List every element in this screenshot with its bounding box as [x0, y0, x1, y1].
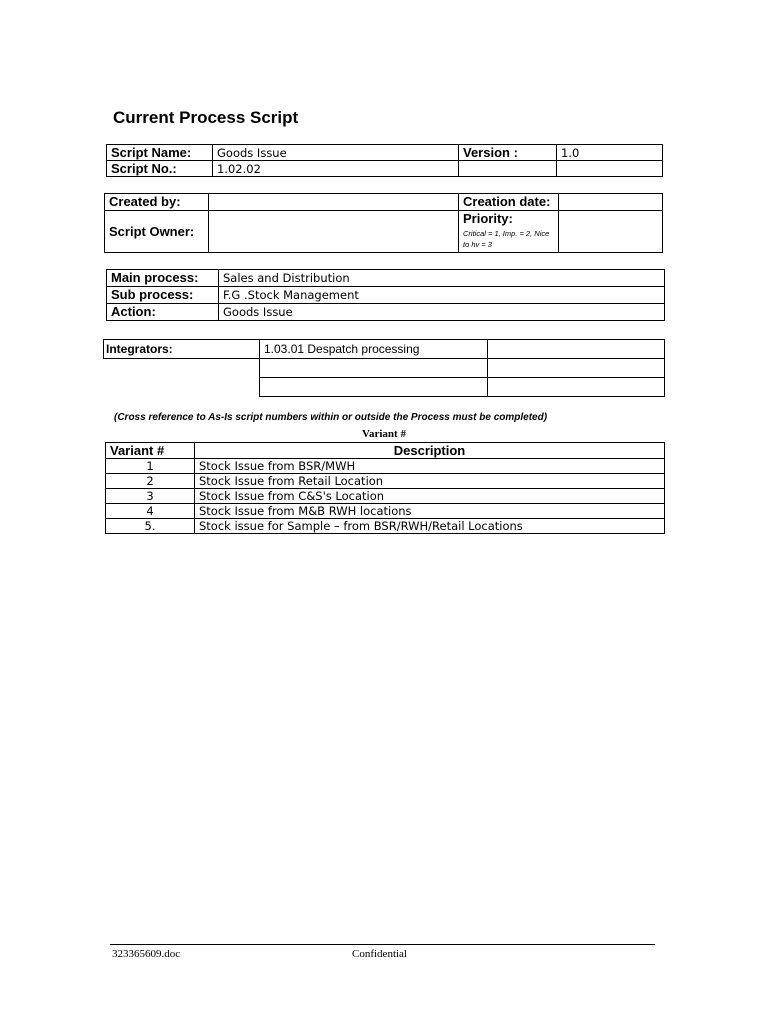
footer-divider — [110, 944, 655, 945]
empty-cell — [260, 378, 488, 397]
table-row — [106, 459, 665, 474]
priority-note: Critical = 1, Imp. = 2, Nice to hv = 3 — [463, 229, 550, 249]
version-label: Version : — [459, 145, 557, 161]
variant-number: 1 — [106, 459, 195, 474]
integrators-value: 1.03.01 Despatch processing — [260, 340, 488, 359]
empty-cell — [488, 340, 665, 359]
variant-description: Stock Issue from C&S's Location — [195, 489, 665, 504]
variant-number: 3 — [106, 489, 195, 504]
version-value: 1.0 — [557, 145, 663, 161]
variant-number: 5. — [106, 519, 195, 534]
creation-date-value — [559, 194, 663, 211]
empty-cell — [104, 378, 260, 397]
variants-table — [105, 442, 665, 534]
page-title: Current Process Script — [113, 108, 299, 127]
footer-filename: 323365609.doc — [112, 948, 181, 960]
empty-cell — [488, 378, 665, 397]
action-label: Action: — [107, 304, 219, 321]
variant-number: 4 — [106, 504, 195, 519]
priority-value — [559, 211, 663, 253]
creation-date-label: Creation date: — [459, 194, 559, 211]
script-owner-value — [209, 211, 459, 253]
variant-heading: Variant # — [362, 428, 406, 440]
priority-cell — [459, 211, 559, 253]
script-info-table — [106, 144, 663, 177]
script-no-label: Script No.: — [107, 161, 213, 177]
priority-label: Priority: — [463, 211, 513, 226]
table-row — [106, 504, 665, 519]
main-process-label: Main process: — [107, 270, 219, 287]
variant-description: Stock Issue from Retail Location — [195, 474, 665, 489]
ownership-table — [104, 193, 663, 253]
process-table — [106, 269, 665, 321]
script-name-value: Goods Issue — [213, 145, 459, 161]
integrators-table — [103, 339, 665, 397]
variant-number: 2 — [106, 474, 195, 489]
main-process-value: Sales and Distribution — [219, 270, 665, 287]
variant-description: Stock issue for Sample – from BSR/RWH/Retail Locations — [195, 519, 665, 534]
empty-cell — [260, 359, 488, 378]
cross-reference-note: (Cross reference to As-Is script numbers within or outside the Process must be completed) — [114, 412, 548, 423]
table-row — [106, 519, 665, 534]
table-row — [106, 474, 665, 489]
created-by-label: Created by: — [105, 194, 209, 211]
action-value: Goods Issue — [219, 304, 665, 321]
variant-description: Stock Issue from M&B RWH locations — [195, 504, 665, 519]
empty-cell — [459, 161, 557, 177]
footer-confidential: Confidential — [352, 948, 407, 960]
sub-process-label: Sub process: — [107, 287, 219, 304]
integrators-label: Integrators: — [104, 340, 260, 359]
script-name-label: Script Name: — [107, 145, 213, 161]
variant-description: Stock Issue from BSR/MWH — [195, 459, 665, 474]
empty-cell — [557, 161, 663, 177]
created-by-value — [209, 194, 459, 211]
empty-cell — [104, 359, 260, 378]
description-column-header: Description — [195, 443, 665, 459]
script-owner-label: Script Owner: — [105, 211, 209, 253]
empty-cell — [488, 359, 665, 378]
variant-column-header: Variant # — [106, 443, 195, 459]
table-row — [106, 489, 665, 504]
script-no-value: 1.02.02 — [213, 161, 459, 177]
sub-process-value: F.G .Stock Management — [219, 287, 665, 304]
